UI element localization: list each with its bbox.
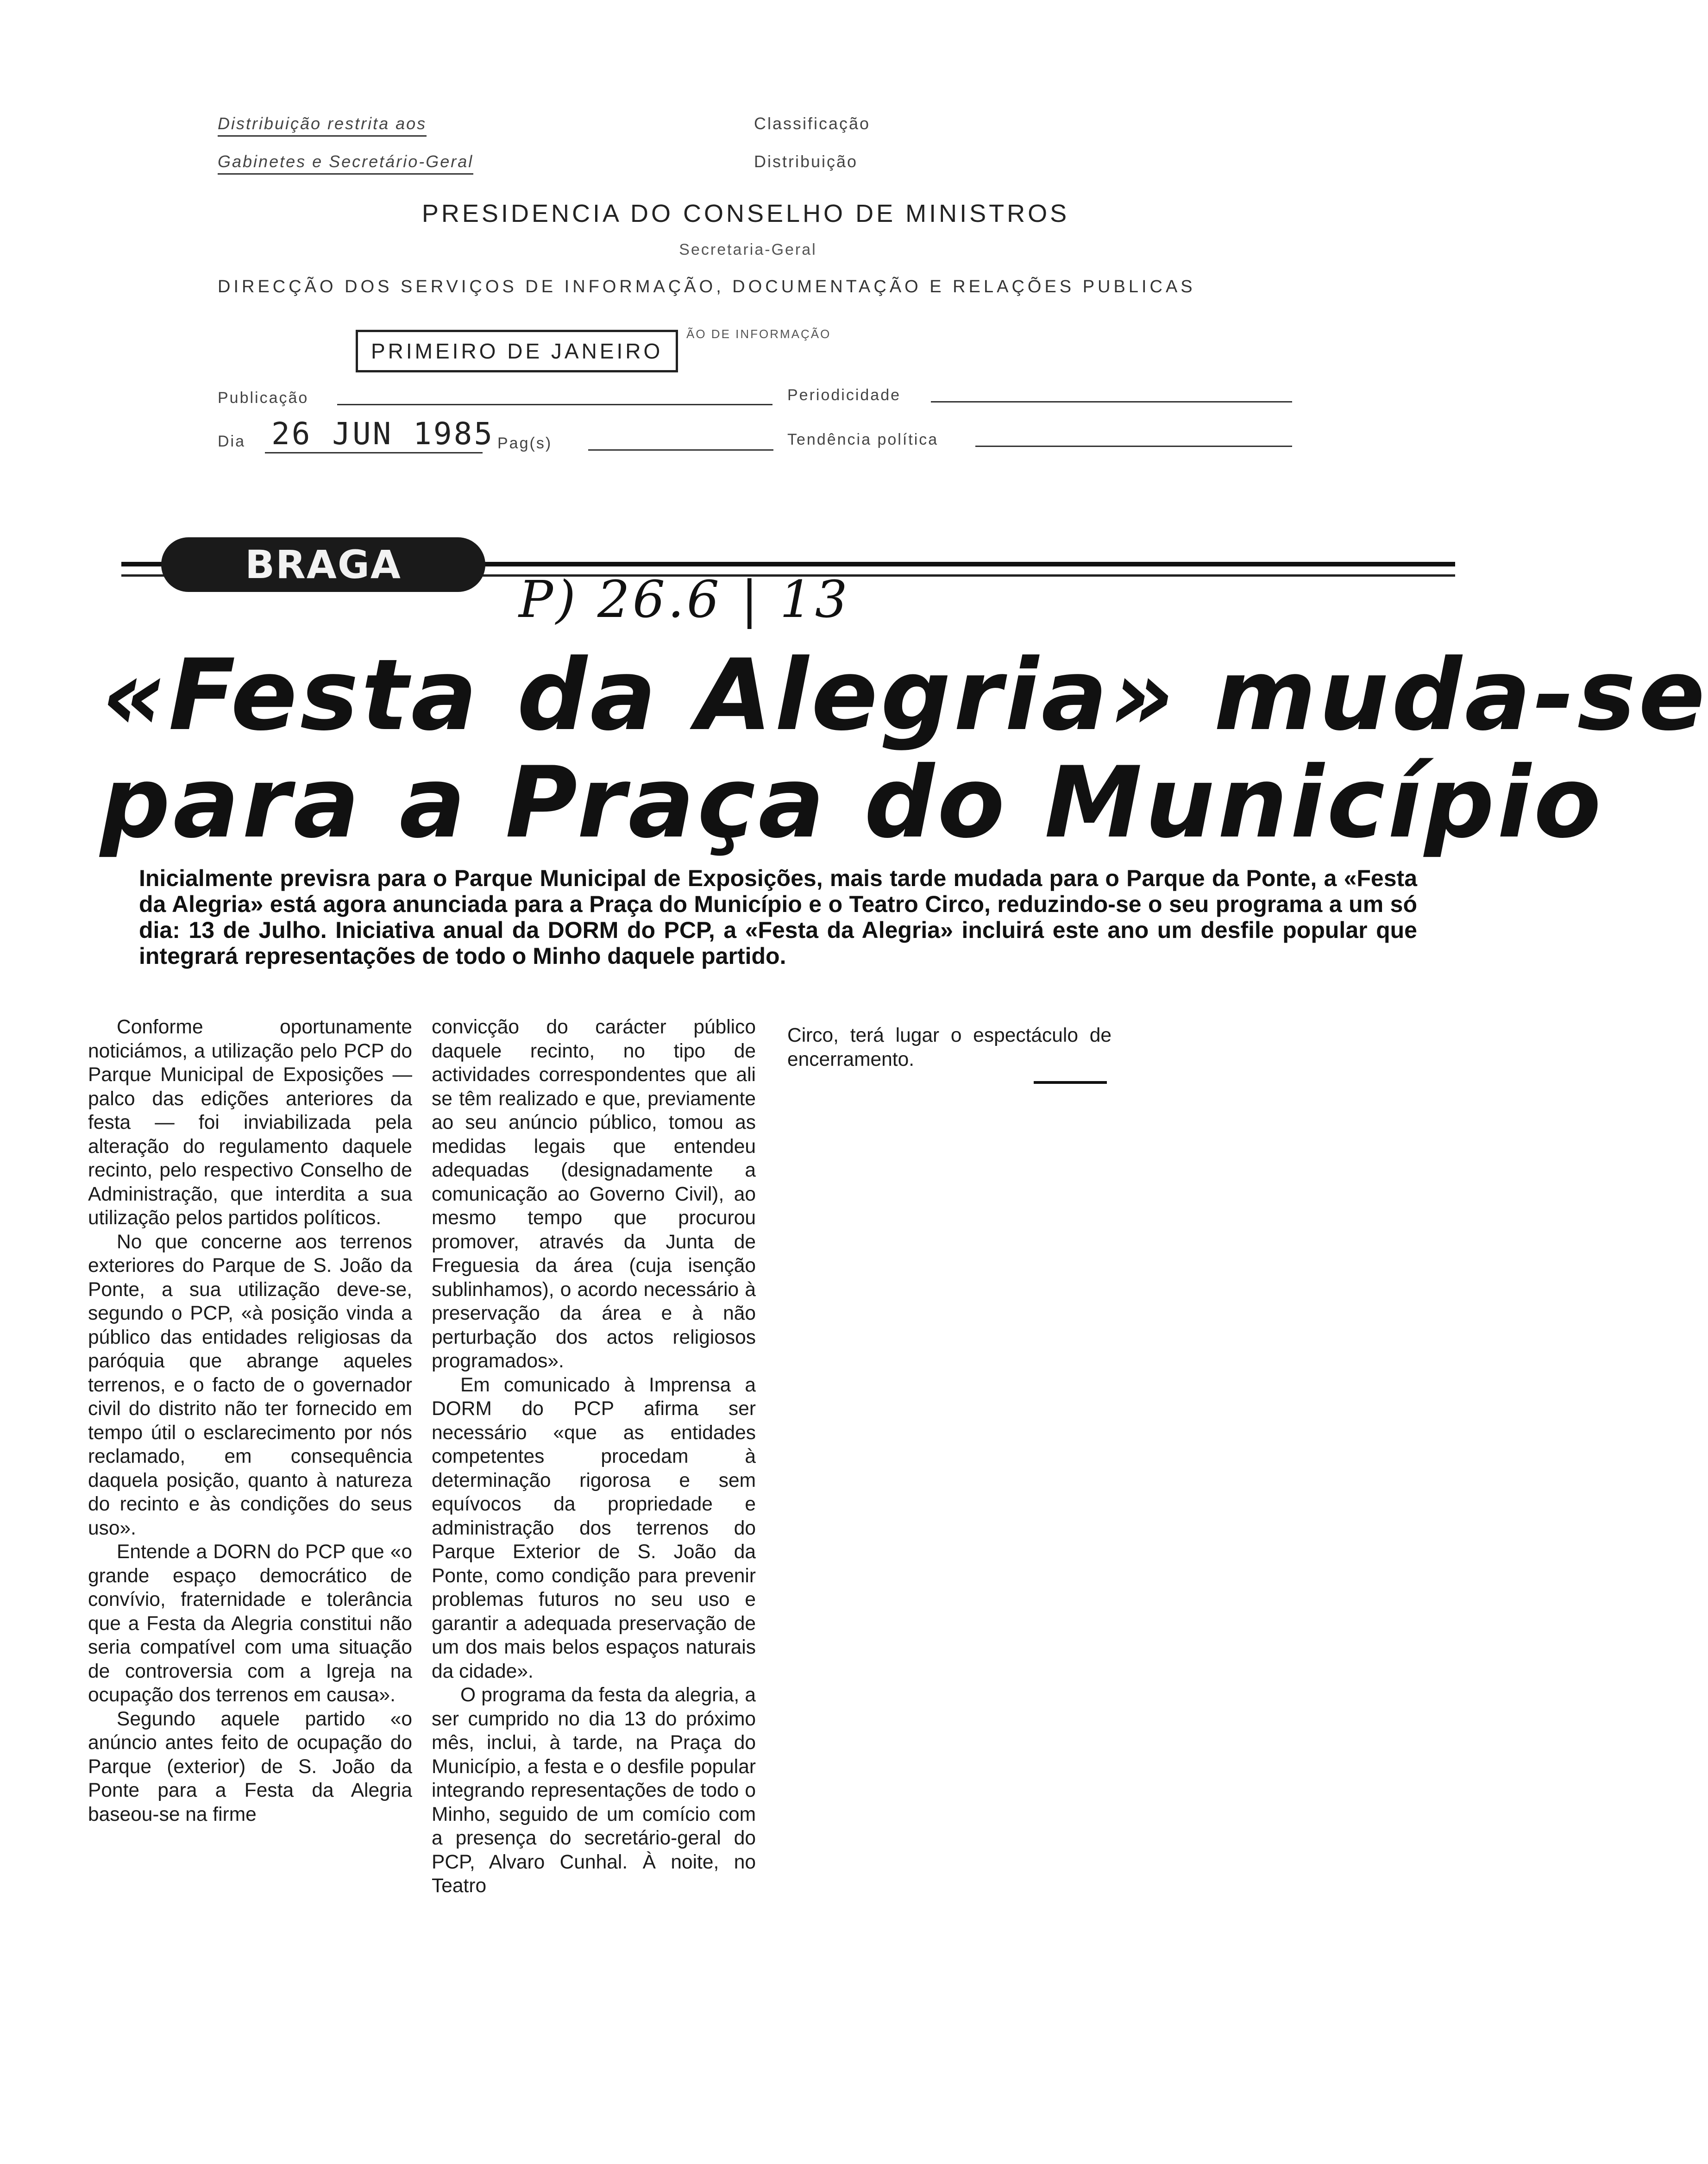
article-paragraph: Entende a DORN do PCP que «o grande espaço democrático de convívio, fraternidade e tolerância que a Festa da Alegria constitui não seria compatível com uma situação de controversia com a Igreja na ocupação dos terrenos em causa». [88,1541,412,1706]
periodicity-label: Periodicidade [787,386,901,404]
day-label: Dia [218,433,246,450]
pages-label: Pag(s) [497,434,553,452]
article-paragraph: O programa da festa da alegria, a ser cumprido no dia 13 do próximo mês, inclui, à tarde, na Praça do Município, a festa e o desfile popular integrando representações de todo o Minho, seguido de um comício com a presença do secretário-geral do PCP, Alvaro Cunhal. À noite, no Teatro [432,1684,756,1897]
headline-line-2: para a Praça do Município [100,745,1604,860]
secretariat-subtitle: Secretaria-Geral [679,241,817,258]
article-column-2 [432,1015,756,1898]
end-of-article-mark [1034,1081,1107,1084]
date-field [265,452,483,453]
article-paragraph: Circo, terá lugar o espectáculo de encerramento. [787,1025,1111,1070]
article-paragraph: convicção do carácter público daquele recinto, no tipo de actividades correspondentes que ali se têm realizado e que, previamente ao seu anúncio público, tomou as medidas legais que entendeu adequadas (designadamente a comunicação ao Governo Civil), ao mesmo tempo que procurou promover, através da Junta de Freguesia da área (cuja isenção sublinhamos), o acordo necessário à preservação da área e à não perturbação dos actos religiosos programados». [432,1016,756,1372]
distribution-recipients: Gabinetes e Secretário-Geral [218,152,473,175]
periodicity-field [931,401,1292,403]
stamp-tail-text: ÃO DE INFORMAÇÃO [686,327,831,341]
publication-field [337,404,772,405]
article-paragraph: No que concerne aos terrenos exteriores do Parque de S. João da Ponte, a sua utilização deve-se, segundo o PCP, «à posição vinda a público das entidades religiosas da paróquia que abrange aqueles terrenos, e o facto de o governador civil do distrito não ter fornecido em tempo útil o esclarecimento por nós reclamado, em consequência daquela posição, quanto à natureza do recinto e às condições do seus uso». [88,1231,412,1539]
presidency-title: PRESIDENCIA DO CONSELHO DE MINISTROS [421,200,1070,227]
article-paragraph: Segundo aquele partido «o anúncio antes feito de ocupação do Parque (exterior) de S. João da Ponte para a Festa da Alegria baseou-se na firme [88,1708,412,1825]
article-lead: Inicialmente previsra para o Parque Municipal de Exposições, mais tarde mudada para o Parque da Ponte, a «Festa da Alegria» está agora anunciada para a Praça do Município e o Teatro Circo, reduzindo-se o seu programa a um só dia: 13 de Julho. Iniciativa anual da DORM do PCP, a «Festa da Alegria» incluirá este ano um desfile popular que integrará representações de todo o Minho daquele partido. [139,865,1417,969]
headline-line-1: «Festa da Alegria» muda-se [102,638,1708,752]
classification-label: Classificação [754,114,871,133]
handwritten-note: P) 26.6 | 13 [519,570,850,629]
directorate-line: DIRECÇÃO DOS SERVIÇOS DE INFORMAÇÃO, DOCUMENTAÇÃO E RELAÇÕES PUBLICAS [218,277,1196,296]
publication-stamp: PRIMEIRO DE JANEIRO [356,330,678,372]
article-paragraph: Em comunicado à Imprensa a DORM do PCP afirma ser necessário «que as entidades competentes procedam à determinação rigorosa e sem equívocos da propriedade e administração dos terrenos do Parque Exterior de S. João da Ponte, como condição para prevenir problemas futuros no seu uso e garantir a adequada preservação de um dos mais belos espaços naturais da cidade». [432,1374,756,1682]
distribution-restriction: Distribuição restrita aos [218,114,427,137]
article-paragraph: Conforme oportunamente noticiámos, a utilização pelo PCP do Parque Municipal de Exposições — palco das edições anteriores da festa — foi inviabilizada pela alteração do regulamento daquele recinto, pelo respectivo Conselho de Administração, que interdita a sua utilização pelos partidos políticos. [88,1016,412,1229]
pages-field [588,449,773,451]
section-label: BRAGA [161,537,485,592]
publication-label: Publicação [218,389,309,407]
distribution-label: Distribuição [754,152,858,171]
political-tendency-label: Tendência política [787,431,939,448]
political-tendency-field [975,446,1292,447]
date-value: 26 JUN 1985 [271,416,495,452]
article-column-1 [88,1015,412,1826]
article-column-3 [787,1024,1111,1071]
